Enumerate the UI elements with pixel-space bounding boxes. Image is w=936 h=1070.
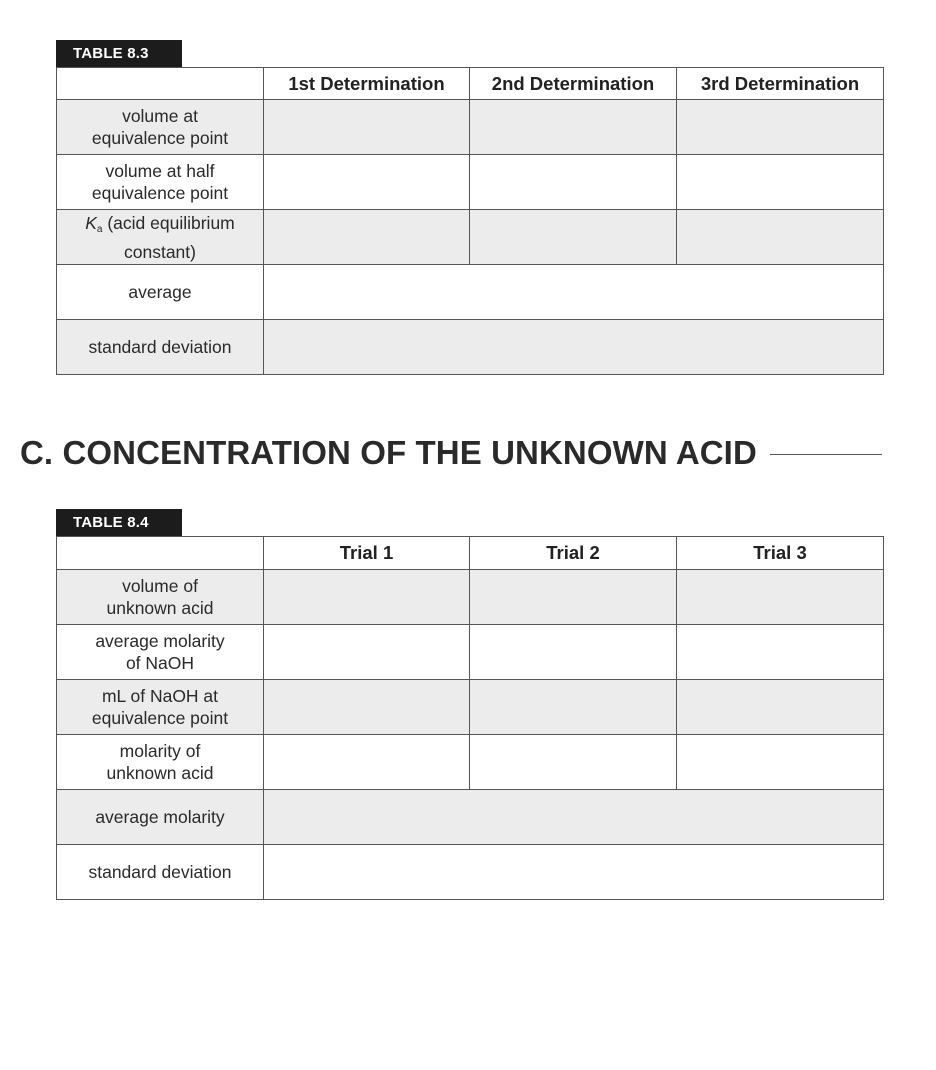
input-cell[interactable] [264, 680, 470, 735]
input-cell[interactable] [677, 735, 884, 790]
input-cell[interactable] [264, 570, 470, 625]
input-cell[interactable] [264, 320, 884, 375]
row-label-standard-deviation: standard deviation [57, 320, 264, 375]
row-label-average: average [57, 265, 264, 320]
section-rule [770, 454, 882, 455]
table-row [57, 155, 884, 210]
input-cell[interactable] [470, 100, 677, 155]
table-row [57, 680, 884, 735]
input-cell[interactable] [677, 155, 884, 210]
table-row [57, 100, 884, 155]
input-cell[interactable] [264, 790, 884, 845]
header-trial-3: Trial 3 [677, 537, 884, 570]
input-cell[interactable] [264, 210, 470, 265]
table-row [57, 625, 884, 680]
table-row [57, 735, 884, 790]
table-8-3 [56, 67, 884, 375]
input-cell[interactable] [677, 570, 884, 625]
input-cell[interactable] [470, 680, 677, 735]
table-8-4 [56, 536, 884, 900]
input-cell[interactable] [470, 155, 677, 210]
input-cell[interactable] [470, 735, 677, 790]
input-cell[interactable] [677, 100, 884, 155]
input-cell[interactable] [264, 845, 884, 900]
row-label-volume-at-half-equivalence: volume at half equivalence point [57, 155, 264, 210]
input-cell[interactable] [264, 735, 470, 790]
header-blank [57, 537, 264, 570]
input-cell[interactable] [264, 625, 470, 680]
input-cell[interactable] [264, 155, 470, 210]
header-trial-1: Trial 1 [264, 537, 470, 570]
header-blank [57, 68, 264, 100]
input-cell[interactable] [677, 680, 884, 735]
row-label-volume-of-unknown-acid: volume of unknown acid [57, 570, 264, 625]
row-label-average-molarity: average molarity [57, 790, 264, 845]
input-cell[interactable] [470, 210, 677, 265]
input-cell[interactable] [470, 570, 677, 625]
table-8-3-header-row [57, 68, 884, 100]
header-2nd-determination: 2nd Determination [470, 68, 677, 100]
table-8-3-tag: TABLE 8.3 [56, 40, 182, 68]
input-cell[interactable] [264, 265, 884, 320]
table-row [57, 845, 884, 900]
row-label-volume-at-equivalence: volume at equivalence point [57, 100, 264, 155]
table-row [57, 570, 884, 625]
table-8-4-tag: TABLE 8.4 [56, 509, 182, 537]
table-row [57, 265, 884, 320]
header-3rd-determination: 3rd Determination [677, 68, 884, 100]
table-row [57, 790, 884, 845]
table-8-4-header-row [57, 537, 884, 570]
row-label-standard-deviation: standard deviation [57, 845, 264, 900]
header-trial-2: Trial 2 [470, 537, 677, 570]
input-cell[interactable] [677, 210, 884, 265]
table-row [57, 210, 884, 265]
row-label-ml-naoh-equivalence: mL of NaOH at equivalence point [57, 680, 264, 735]
section-c-title: C. CONCENTRATION OF THE UNKNOWN ACID [20, 434, 757, 471]
input-cell[interactable] [470, 625, 677, 680]
input-cell[interactable] [264, 100, 470, 155]
table-row [57, 320, 884, 375]
input-cell[interactable] [677, 625, 884, 680]
header-1st-determination: 1st Determination [264, 68, 470, 100]
row-label-ka: Ka (acid equilibrium constant) [57, 210, 264, 265]
row-label-molarity-of-unknown-acid: molarity of unknown acid [57, 735, 264, 790]
row-label-average-molarity-naoh: average molarity of NaOH [57, 625, 264, 680]
